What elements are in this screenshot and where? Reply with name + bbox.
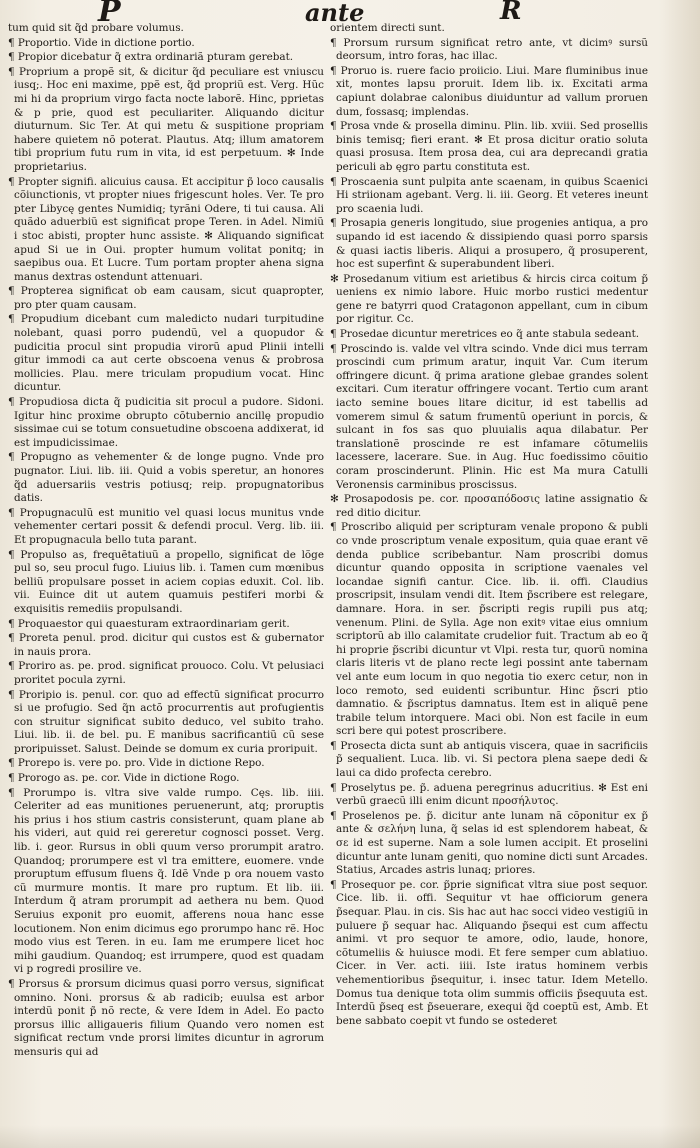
dictionary-entry: ¶ Proquaestor qui quaesturam extraordinariam gerit.	[8, 617, 290, 630]
dictionary-entry: ¶ Prorsum rursum significat retro ante, vt dicimꝰ sursũ deorsum, intro foras, hac illac.	[330, 36, 648, 63]
dictionary-entry: ¶ Propudium dicebant cum maledicto nudari turpitudine nolebant, quasi porro pudendũ, vel a quopudor & pudicitia procul sint propudia virorũ apud Plinii intelli gitur immodi ca aut certe obscoena venus & probrosa mollicies. Plau. mere triculam propudium vocat. Hinc dicuntur.	[8, 313, 324, 394]
dictionary-entry: ¶ Proscribo aliquid per scripturam venale propono & publi co vnde proscriptum venale expositum, quia quae erant vẽ denda publice scribebantur. Nam proscribi domus dicuntur quando opposita in scriptione vaenales vel locandae signifi cantur. Cice. lib. ii. offi. Claudius proscripsit, insulam vendi dit. Item p̃scribere est relegare, damnare. Hora. in ser. p̃scripti regis rupili pus atq; venenum. Plini. de Sylla. Age non exitꝰ vitae eius omnium scriptorũ ab illo calamitate crudelior fuit. Tractum ab eo q̃ hi proprie p̃scribi dicuntur vt Vlpi. resta tur, quorũ nomina claris literis vt de plano recte legi possint ante tabernam vel ante eum locum in quo negotia tio exerc cetur, non in loco remoto, sed euidenti scribuntur. Hinc p̃scri ptio damnatio. & p̃scriptus damnatus. Item est in aliquẽ pene trabile telum intorquere. Maci obi. Non est facile in eum scri bere qui potest proscribere.	[330, 521, 648, 738]
dictionary-entry: ¶ Proripio is. penul. cor. quo ad effectũ significat procurro si ue profugio. Sed q̃n actõ procurrentis aut profugientis con struitur significat subito deduco, vel subito traho. Liui. lib. ii. de bel. pu. E manibus sacrificantiũ cũ sese proripuisset. Salust. Deinde se domum ex curia proripuit.	[8, 688, 324, 755]
dictionary-entry: ¶ Propulso as, frequẽtatiuũ a propello, significat de lõge pul so, seu procul fugo. Liuius lib. i. Tamen cum mœnibus belliũ propulsare posset in aciem copias eduxit. Col. lib. vii. Euince dit ut autem quamuis pestiferi morbi & exquisitis remediis propulsandi.	[8, 548, 324, 615]
dictionary-entry: ¶ Propudiosa dicta q̃ pudicitia sit procul a pudore. Sidoni. Igitur hinc proxime obrupto cõtubernio ancillę propudio sissimae cui se totum consuetudine obscoena addixerat, id est impudicissimae.	[8, 396, 324, 449]
dictionary-entry: ¶ Prorogo as. pe. cor. Vide in dictione Rogo.	[8, 772, 240, 785]
dictionary-entry: ¶ Prosa vnde & prosella diminu. Plin. lib. xviii. Sed prosellis binis temisq; fieri erant. ✻ Et prosa dicitur oratio soluta quasi prosusa. Item prosa dea, cui ara deprecandi gratia periculi ab ęgro partu constituta est.	[330, 120, 648, 173]
dictionary-entry: ¶ Proselenos pe. p̃. dicitur ante lunam nã cõponitur ex p̃ ante & σελήνη luna, q̃ selas id est splendorem habeat, & σε id est superne. Nam a sole lumen accipit. Et proselini dicuntur ante lunam geniti, quo nomine dicti sunt Arcades. Statius, Arcades astris lunaq; priores.	[330, 809, 648, 877]
dictionary-entry: ¶ Proreta penul. prod. dicitur qui custos est & gubernator in nauis prora.	[8, 632, 324, 658]
dictionary-entry: ¶ Proscindo is. valde vel vltra scindo. Vnde dici mus terram proscindi cum primum aratur, inquit Var. Cum iterum offringere dicunt. q̃ prima aratione glebae grandes solent excitari. Cum iteratur offringere vocant. Tertio cum arant iacto semine boues litare dicitur, id est tabellis ad vomerem simul & satum frumentũ operiunt in porcis, & sulcant in fos sas quo pluuialis aqua dilabatur. Per translationẽ proscinde re est infamare cõtumeliis lacessere, lacerare. Sue. in Aug. Huc foedissimo cõuitio coram proscinderunt. Plinin. Hic est Ma mura Catulli Veronensis carminibus proscissus.	[330, 342, 648, 491]
dictionary-entry: ¶ Prosecta dicta sunt ab antiquis viscera, quae in sacrificiis p̃ sequalient. Luca. lib. vi. Si pectora plena saepe dedi & laui ca dido profecta cerebro.	[330, 739, 648, 780]
dictionary-entry: orientem directi sunt.	[330, 22, 445, 34]
dictionary-entry: ¶ Prorsus & prorsum dicimus quasi porro versus, significat omnino. Noni. prorsus & ab radicib; euulsa est arbor interdũ ponit p̃ nõ recte, & vere Idem in Adel. Eo pacto prorsus illic alligaueris filium Quando vero nomen est significat rectum vnde prorsi limites dicuntur in agrorum mensuris qui ad	[8, 977, 324, 1058]
left-text-column	[8, 22, 324, 1061]
header-word: ante	[305, 0, 365, 27]
dictionary-entry: ¶ Proruo is. ruere facio proiicio. Liui. Mare fluminibus inue xit, montes lapsu proruit. Idem lib. ix. Excitati arma capiunt dolabrae calonibus diuiduntur ad vallum proruen dum, fossasq; implendas.	[330, 64, 648, 118]
dictionary-entry: ¶ Propugno as vehementer & de longe pugno. Vnde pro pugnator. Liui. lib. iii. Quid a vobis speretur, an honores q̃d aduersariis vestris potiusq; reip. propugnatoribus datis.	[8, 451, 324, 505]
page-bottom-shading	[0, 1125, 700, 1148]
dictionary-entry: ¶ Propter signifi. alicuius causa. Et accipitur p̃ loco causalis cõiunctionis, vt propter niues frigescunt holes. Ver. Te pro pter Libycę gentes Numidiq; tyrãni Odere, ti tui causa. Ali quãdo aduerbiũ est significat prope Teren. in Adel. Nimiũ i stoc abisti, propter hunc assiste. ✻ Aliquando significat apud Si ue in Oui. propter humum volitat ponitq; in saepibus oua. Et Lucre. Tum portam propter ahena signa manus dextras ostendunt attenuari.	[8, 175, 324, 283]
dictionary-entry: ¶ Prorumpo is. vltra sive valde rumpo. Cęs. lib. iiii. Celeriter ad eas munitiones peruenerunt, atq; proruptis his prius i hos stium castris consisterunt, quam plane ab his videri, aut quid rei gereretur cognosci posset. Verg. lib. i. geor. Rursus in obli quum verso prorumpit aratro. Quandoq; prorumpere est vl tra emittere, euomere. vnde proruptum effusum fluens q̃. Idẽ Vnde p ora nouem vasto cũ murmure montis. It mare pro ruptum. Et lib. iii. Interdum q̃ atram prorumpit ad aethera nu bem. Quod Seruius exponit pro euomit, afferens noua hanc esse locutionem. Non enim dicimus ego prorumpo hanc rẽ. Hoc modo vius est Teren. in eu. Iam me erumpere licet hoc mihi gaudium. Quandoq; est irrumpere, quod est quadam vi p rogredi prosilire ve.	[8, 786, 324, 976]
dictionary-entry: ¶ Propterea significat ob eam causam, sicut quapropter, pro pter quam causam.	[8, 285, 324, 311]
dictionary-entry: ¶ Proscaenia sunt pulpita ante scaenam, in quibus Scaenici Hi striionam agebant. Verg. li. iii. Georg. Et veteres ineunt pro scaenia ludi.	[330, 175, 648, 215]
dictionary-entry: ¶ Prosequor pe. cor. p̃prie significat vltra siue post sequor. Cice. lib. ii. offi. Sequitur vt hae officiorum genera p̃sequar. Plau. in cis. Sis hac aut hac socci video vestigiũ in puluere p̃ sequar hac. Aliquando p̃sequi est cum affectu animi. vt pro sequor te amore, odio, laude, honore, cõtumeliis & huiusce modi. Et fere semper cum ablatiuo. Cicer. in Ver. acti. iiii. Iste iratus hominem verbis vehementioribus p̃sequitur, i. insec tatur. Idem Metello. Domus tua denique tota olim summis officiis p̃sequuta est. Interdũ p̃seq est p̃seuerare, exequi q̃d coeptũ est, Amb. Et bene sabbato coepit vt fundo se ostederet	[330, 878, 649, 1027]
header-letter-right: R	[500, 0, 522, 26]
dictionary-entry: ¶ Propior dicebatur q̃ extra ordinariã pturam gerebat.	[8, 51, 294, 64]
dictionary-entry: ¶ Prorepo is. vere po. pro. Vide in dictione Repo.	[8, 757, 265, 770]
dictionary-entry: ¶ Proselytus pe. p̃. aduena peregrinus aducritius. ✻ Est eni verbũ graecũ illi enim dicunt προσήλυτος.	[330, 781, 648, 808]
dictionary-entry: ¶ Propugnaculũ est munitio vel quasi locus munitus vnde vehementer certari possit & defendi procul. Verg. lib. iii. Et propugnacula bello tuta parant.	[8, 506, 324, 546]
dictionary-entry: tum quid sit q̃d probare volumus.	[8, 22, 184, 34]
page-edge-shading	[662, 0, 700, 1148]
right-text-column	[330, 22, 648, 1029]
dictionary-entry: ✻ Prosedanum vitium est arietibus & hircis circa coitum p̃ ueniens ex nimio labore. Huic morbo rustici medentur gene re batyrri quod Cratagonon appellant, cum in cibum por rigitur. Cc.	[330, 272, 648, 326]
dictionary-entry: ✻ Prosapodosis pe. cor. προσαπόδοσις latine assignatio & red ditio dicitur.	[330, 493, 648, 519]
dictionary-entry: ¶ Proriro as. pe. prod. significat prouoco. Colu. Vt pelusiaci proritet pocula zyrni.	[8, 660, 324, 686]
header-letter-left: P	[98, 0, 122, 29]
dictionary-entry: ¶ Prosedae dicuntur meretrices eo q̃ ante stabula sedeant.	[330, 328, 640, 341]
dictionary-entry: ¶ Prosapia generis longitudo, siue progenies antiqua, a pro supando id est iacendo & dissipiendo quasi porro sparsis & quasi iactis liberis. Aliqui a prosupero, q̃ prosuperent, hoc est superfint & superabundent liberi.	[330, 217, 648, 271]
dictionary-entry: ¶ Proprium a propẽ sit, & dicitur q̃d peculiare est vniuscu iusq;. Hoc eni maxime, ppẽ est, q̃d propriũ est. Verg. Hũc mi hi da proprium virgo facta nocte laborẽ. Hinc, pprietas & p prie, quod est peculiariter. Aliquando dicitur diuturnum. Sic Ter. At qui metu & suspitione propriam habere quietem nõ poterat. Plautus. Atq; illum amatorem tibi proprium futu rum in vita, id est perpetuum. ✻ Inde proprietarius.	[8, 65, 324, 173]
dictionary-entry: ¶ Proportio. Vide in dictione portio.	[8, 36, 195, 49]
